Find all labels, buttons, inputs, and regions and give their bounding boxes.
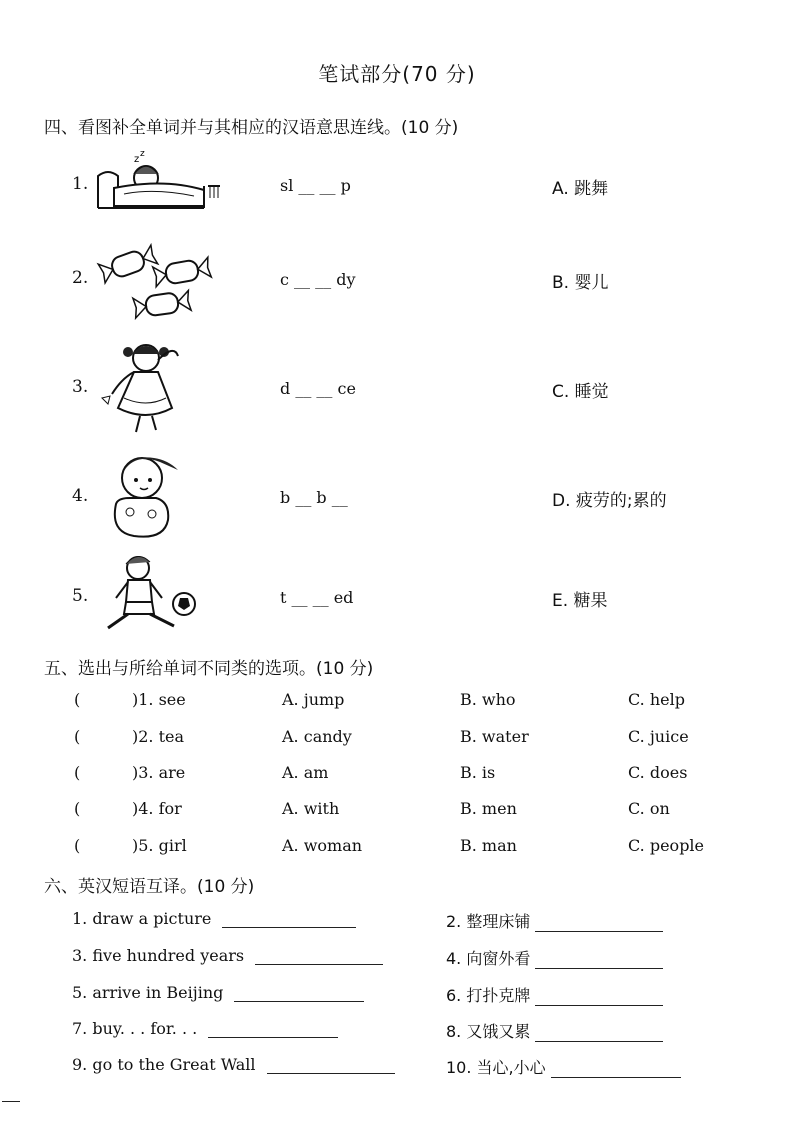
question-word: )1. see (132, 690, 186, 709)
meaning-option: B. 婴儿 (552, 273, 609, 293)
option-c: C. juice (628, 727, 689, 746)
question-word: )2. tea (132, 727, 185, 746)
phrase-text: 1. draw a picture (72, 909, 212, 928)
translation-item (72, 909, 356, 928)
answer-paren: ( (74, 727, 81, 746)
option-b: B. man (460, 836, 517, 855)
dancing-girl-icon (94, 338, 222, 438)
word-blank: c __ __ dy (280, 270, 356, 289)
translation-item (446, 1055, 681, 1078)
meaning-option: E. 糖果 (552, 591, 608, 611)
translation-item (446, 1019, 663, 1042)
item-number: 5. (72, 586, 89, 606)
phrase-text: 10. 当心,小心 (446, 1058, 546, 1077)
question-word: )3. are (132, 763, 186, 782)
answer-line (535, 1027, 663, 1042)
page-title: 笔试部分(70 分) (318, 62, 476, 86)
answer-paren: ( (74, 690, 81, 709)
option-b: B. men (460, 799, 517, 818)
answer-line (267, 1059, 395, 1074)
option-b: B. who (460, 690, 516, 709)
candy-icon (94, 236, 222, 326)
page-edge-mark (2, 1100, 20, 1102)
phrase-text: 6. 打扑克牌 (446, 986, 531, 1005)
answer-line (255, 950, 383, 965)
meaning-option: C. 睡觉 (552, 382, 609, 402)
translation-item (446, 946, 663, 969)
answer-line (222, 913, 356, 928)
option-a: A. woman (282, 836, 363, 855)
translation-item (72, 1019, 338, 1038)
svg-text:z: z (134, 154, 140, 165)
answer-paren: ( (74, 799, 81, 818)
word-blank: t __ __ ed (280, 588, 354, 607)
phrase-text: 2. 整理床铺 (446, 912, 531, 931)
answer-line (551, 1063, 681, 1078)
option-c: C. on (628, 799, 670, 818)
item-number: 4. (72, 486, 89, 506)
option-a: A. am (282, 763, 329, 782)
option-c: C. does (628, 763, 688, 782)
phrase-text: 8. 又饿又累 (446, 1022, 531, 1041)
phrase-text: 4. 向窗外看 (446, 949, 531, 968)
meaning-option: A. 跳舞 (552, 179, 609, 199)
word-blank: d __ __ ce (280, 379, 356, 398)
item-number: 3. (72, 377, 89, 397)
section-4-heading: 四、看图补全单词并与其相应的汉语意思连线。(10 分) (44, 118, 459, 138)
item-number: 1. (72, 174, 89, 194)
section-6-heading: 六、英汉短语互译。(10 分) (44, 877, 255, 897)
meaning-option: D. 疲劳的;累的 (552, 491, 667, 511)
phrase-text: 3. five hundred years (72, 946, 245, 965)
translation-item (72, 983, 364, 1002)
option-a: A. candy (282, 727, 352, 746)
answer-line (535, 917, 663, 932)
option-b: B. water (460, 727, 529, 746)
word-blank: sl __ __ p (280, 176, 351, 195)
sleeping-child-icon (94, 148, 222, 238)
option-b: B. is (460, 763, 496, 782)
answer-line (208, 1023, 338, 1038)
svg-text:z: z (140, 149, 145, 159)
tired-boy-icon (94, 552, 222, 642)
option-c: C. help (628, 690, 685, 709)
baby-icon (94, 450, 222, 540)
item-number: 2. (72, 268, 89, 288)
answer-paren: ( (74, 836, 81, 855)
answer-line (535, 954, 663, 969)
phrase-text: 9. go to the Great Wall (72, 1055, 256, 1074)
answer-line (535, 991, 663, 1006)
translation-item (446, 909, 663, 932)
option-a: A. jump (282, 690, 345, 709)
phrase-text: 7. buy. . . for. . . (72, 1019, 198, 1038)
option-a: A. with (282, 799, 340, 818)
section-5-heading: 五、选出与所给单词不同类的选项。(10 分) (44, 659, 374, 679)
option-c: C. people (628, 836, 705, 855)
phrase-text: 5. arrive in Beijing (72, 983, 224, 1002)
question-word: )4. for (132, 799, 182, 818)
answer-line (234, 987, 364, 1002)
translation-item (72, 1055, 395, 1074)
translation-item (446, 983, 663, 1006)
word-blank: b __ b __ (280, 488, 348, 507)
question-word: )5. girl (132, 836, 187, 855)
answer-paren: ( (74, 763, 81, 782)
translation-item (72, 946, 383, 965)
